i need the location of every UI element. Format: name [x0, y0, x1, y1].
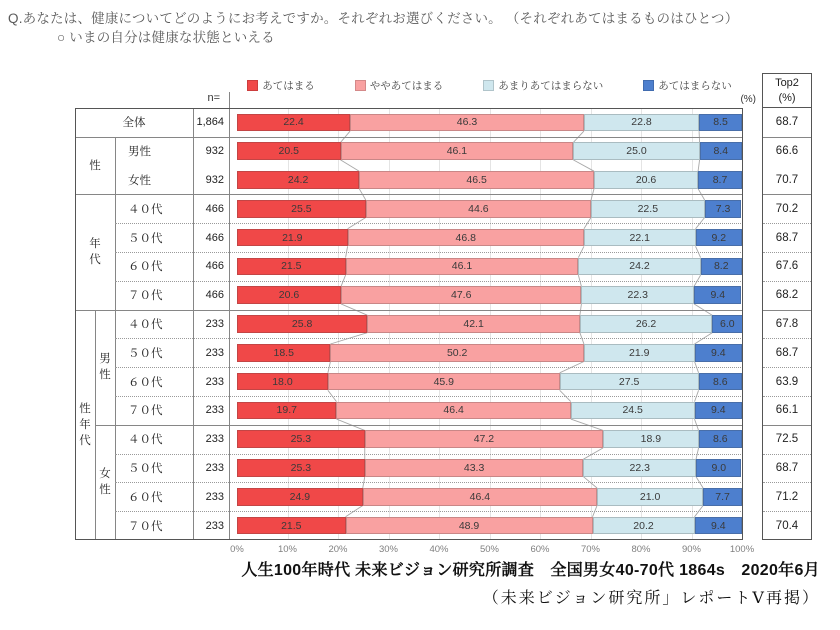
- bar-segment: [330, 344, 584, 362]
- bar-value: 21.9: [629, 346, 650, 359]
- bar-value: 8.6: [712, 375, 728, 388]
- bar-segment: [348, 229, 584, 247]
- question-subitem-text: ○ いまの自分は健康な状態といえる: [57, 30, 275, 45]
- legend-item: [355, 78, 444, 93]
- bar-value: 6.0: [720, 317, 735, 330]
- top2-header-line2: (%): [778, 91, 796, 104]
- bar-segment: [703, 488, 742, 506]
- bar-value: 8.2: [713, 260, 729, 273]
- bar-segment: [701, 258, 742, 276]
- row-label: ６０代: [128, 261, 163, 274]
- bar-segment: [695, 344, 742, 362]
- n-value: 1,864: [196, 116, 224, 129]
- bar-segment: [366, 200, 591, 218]
- n-value: 932: [205, 145, 224, 158]
- bar-segment: [341, 286, 581, 304]
- bar-segment: [367, 315, 580, 333]
- bar-value: 46.4: [443, 404, 464, 417]
- bar-segment: [581, 286, 694, 304]
- row-label: 全体: [122, 117, 146, 130]
- legend-swatch-icon: [247, 80, 258, 91]
- bar-segment: [583, 459, 696, 477]
- bar-segment: [237, 200, 366, 218]
- row-label: ４０代: [128, 318, 163, 331]
- bar-segment: [336, 402, 570, 420]
- legend-swatch-icon: [483, 80, 494, 91]
- bar-segment: [237, 286, 341, 304]
- bar-value: 18.9: [640, 433, 662, 446]
- axis-tick: 60%: [530, 544, 550, 555]
- axis-tick: 50%: [479, 544, 500, 555]
- bar-value: 8.5: [713, 116, 728, 129]
- bar-value: 22.3: [627, 289, 648, 302]
- n-value: 233: [205, 404, 224, 417]
- n-value: 466: [205, 231, 224, 244]
- top2-header-line1: Top2: [775, 77, 799, 89]
- bar-segment: [696, 459, 741, 477]
- bar-value: 8.4: [713, 145, 729, 158]
- top2-value: 68.2: [775, 289, 799, 302]
- percent-unit-label: (%): [740, 94, 756, 105]
- bar-value: 9.2: [711, 231, 727, 244]
- legend: [237, 78, 742, 93]
- top2-value: 68.7: [775, 346, 799, 359]
- bar-segment: [597, 488, 703, 506]
- n-column-header: n=: [207, 92, 220, 104]
- bar-segment: [712, 315, 742, 333]
- bar-segment: [237, 517, 346, 535]
- axis-tick: 80%: [631, 544, 651, 555]
- row-label: ４０代: [128, 434, 163, 447]
- bar-value: 25.0: [626, 145, 647, 158]
- bar-value: 46.4: [469, 490, 491, 503]
- top2-value: 63.9: [775, 375, 799, 388]
- bar-segment: [237, 114, 350, 132]
- bar-value: 45.9: [433, 375, 454, 388]
- bar-value: 21.5: [281, 519, 302, 532]
- top2-value: 68.7: [775, 231, 799, 244]
- bar-value: 19.7: [276, 404, 297, 417]
- row-label: ７０代: [128, 520, 163, 533]
- legend-item: [483, 78, 603, 93]
- top2-value: 71.2: [775, 490, 799, 503]
- bar-segment: [699, 114, 742, 132]
- bar-segment: [571, 402, 695, 420]
- bar-segment: [698, 171, 742, 189]
- bar-value: 22.5: [637, 202, 659, 215]
- legend-label: あまりあてはまらない: [498, 80, 604, 92]
- bar-value: 7.7: [715, 490, 730, 503]
- group-label: 男性: [99, 353, 111, 382]
- bar-segment: [237, 315, 367, 333]
- bar-segment: [603, 430, 698, 448]
- bar-value: 25.5: [291, 202, 312, 215]
- bar-segment: [705, 200, 742, 218]
- source-line2: （未来ビジョン研究所」レポートⅤ再掲）: [482, 590, 820, 607]
- source-footer: [241, 557, 820, 608]
- bar-segment: [695, 517, 742, 535]
- row-label: ７０代: [128, 290, 163, 303]
- legend-label: ややあてはまる: [369, 80, 444, 92]
- top2-value: 66.1: [775, 404, 799, 417]
- bar-segment: [359, 171, 594, 189]
- row-label: ６０代: [128, 376, 163, 389]
- bar-value: 18.5: [273, 346, 294, 359]
- n-value: 932: [205, 173, 224, 186]
- legend-item: [247, 78, 315, 93]
- bar-segment: [365, 430, 603, 448]
- bar-value: 46.3: [456, 116, 478, 129]
- bar-segment: [237, 344, 330, 362]
- legend-swatch-icon: [355, 80, 366, 91]
- bar-segment: [237, 229, 348, 247]
- bar-value: 20.5: [278, 145, 299, 158]
- axis-tick: 10%: [277, 544, 298, 555]
- bar-segment: [584, 344, 695, 362]
- n-value: 233: [205, 317, 224, 330]
- top2-value: 68.7: [775, 116, 799, 129]
- bar-segment: [580, 315, 712, 333]
- bar-value: 8.6: [712, 433, 728, 446]
- bar-segment: [699, 430, 742, 448]
- n-value: 233: [205, 461, 224, 474]
- top2-value: 68.7: [775, 461, 799, 474]
- row-label: ４０代: [128, 203, 163, 216]
- group-label: 性: [89, 159, 101, 172]
- bar-value: 25.3: [290, 461, 312, 474]
- bar-segment: [237, 488, 363, 506]
- bar-value: 50.2: [446, 346, 468, 359]
- axis-tick: 20%: [328, 544, 348, 555]
- bar-value: 24.5: [622, 404, 643, 417]
- row-label: 女性: [128, 174, 151, 187]
- bar-value: 46.1: [446, 145, 468, 158]
- bar-segment: [363, 488, 597, 506]
- bar-value: 26.2: [635, 317, 657, 330]
- bar-segment: [591, 200, 705, 218]
- bar-segment: [237, 430, 365, 448]
- top2-value: 70.4: [775, 519, 799, 532]
- top2-value: 70.7: [775, 173, 799, 186]
- bar-segment: [584, 229, 696, 247]
- axis-tick: 100%: [729, 544, 755, 555]
- bar-value: 47.2: [473, 433, 495, 446]
- axis-tick: 30%: [378, 544, 399, 555]
- bar-value: 21.9: [282, 231, 303, 244]
- bar-value: 46.1: [451, 260, 473, 273]
- bar-segment: [237, 171, 359, 189]
- axis-tick: 40%: [429, 544, 449, 555]
- top2-value: 67.8: [775, 317, 799, 330]
- bar-value: 27.5: [618, 375, 640, 388]
- n-value: 466: [205, 260, 224, 273]
- source-line1: 人生100年時代 未来ビジョン研究所調査 全国男女40-70代 1864s 2020年6月: [241, 562, 820, 579]
- bar-value: 24.2: [629, 260, 650, 273]
- bar-segment: [694, 286, 741, 304]
- row-label: ７０代: [128, 405, 163, 418]
- column-divider: [229, 92, 230, 540]
- bar-segment: [346, 517, 593, 535]
- bar-value: 8.7: [712, 173, 728, 186]
- bar-segment: [237, 373, 328, 391]
- row-label: ５０代: [128, 232, 163, 245]
- n-value: 233: [205, 433, 224, 446]
- bar-segment: [237, 459, 365, 477]
- n-value: 233: [205, 375, 224, 388]
- bar-value: 22.8: [631, 116, 652, 129]
- bar-value: 9.4: [710, 346, 726, 359]
- bar-value: 20.6: [278, 289, 300, 302]
- axis-tick: 0%: [230, 544, 244, 555]
- bar-segment: [594, 171, 698, 189]
- bar-value: 21.0: [639, 490, 661, 503]
- axis-tick: 90%: [681, 544, 702, 555]
- bar-value: 46.5: [466, 173, 487, 186]
- top2-value: 67.6: [775, 260, 799, 273]
- bar-segment: [237, 402, 336, 420]
- bar-segment: [696, 229, 742, 247]
- bar-value: 22.4: [283, 116, 304, 129]
- group-label: 女性: [99, 468, 111, 497]
- bar-segment: [573, 142, 699, 160]
- row-label: ５０代: [128, 347, 163, 360]
- bar-value: 22.3: [629, 461, 650, 474]
- row-label: ６０代: [128, 491, 163, 504]
- bar-segment: [593, 517, 695, 535]
- n-value: 233: [205, 490, 224, 503]
- n-value: 466: [205, 289, 224, 302]
- bar-value: 18.0: [272, 375, 293, 388]
- legend-label: あてはまらない: [658, 80, 732, 92]
- bar-value: 22.1: [629, 231, 650, 244]
- bar-segment: [560, 373, 699, 391]
- bar-value: 9.4: [710, 404, 726, 417]
- bar-segment: [584, 114, 699, 132]
- top2-value: 70.2: [775, 202, 799, 215]
- bar-value: 9.0: [711, 461, 727, 474]
- bar-value: 24.9: [289, 490, 311, 503]
- bar-value: 9.4: [710, 289, 726, 302]
- bar-value: 47.6: [450, 289, 472, 302]
- n-value: 233: [205, 519, 224, 532]
- axis-tick: 70%: [580, 544, 601, 555]
- bar-value: 43.3: [463, 461, 485, 474]
- bar-value: 25.3: [290, 433, 312, 446]
- legend-item: [643, 78, 732, 93]
- bar-value: 24.2: [287, 173, 309, 186]
- bar-segment: [695, 402, 742, 420]
- bar-value: 20.6: [635, 173, 657, 186]
- bar-value: 9.4: [710, 519, 726, 532]
- group-label: 性年代: [79, 402, 91, 447]
- bar-segment: [328, 373, 560, 391]
- bar-segment: [699, 373, 742, 391]
- bar-value: 42.1: [463, 317, 484, 330]
- row-label: ５０代: [128, 462, 163, 475]
- bar-segment: [346, 258, 579, 276]
- bar-value: 21.5: [281, 260, 302, 273]
- bar-value: 44.6: [468, 202, 489, 215]
- legend-label: あてはまる: [262, 80, 315, 92]
- bar-segment: [700, 142, 742, 160]
- top2-column-header: [762, 76, 812, 106]
- bar-value: 25.8: [291, 317, 313, 330]
- bar-segment: [350, 114, 584, 132]
- question-text: Q.あなたは、健康についてどのようにお考えですか。それぞれお選びください。 （それぞれあてはまるものはひとつ）: [8, 11, 739, 26]
- bar-value: 46.8: [455, 231, 476, 244]
- bar-segment: [578, 258, 700, 276]
- group-label: 年代: [89, 237, 101, 266]
- legend-swatch-icon: [643, 80, 654, 91]
- bar-value: 48.9: [458, 519, 480, 532]
- n-value: 233: [205, 346, 224, 359]
- n-value: 466: [205, 202, 224, 215]
- bar-segment: [341, 142, 574, 160]
- row-label: 男性: [128, 146, 151, 159]
- top2-value: 66.6: [775, 145, 799, 158]
- bar-segment: [237, 258, 346, 276]
- bar-segment: [365, 459, 584, 477]
- bar-value: 20.2: [633, 519, 654, 532]
- bar-segment: [237, 142, 341, 160]
- top2-value: 72.5: [775, 433, 799, 446]
- bar-value: 7.3: [715, 202, 731, 215]
